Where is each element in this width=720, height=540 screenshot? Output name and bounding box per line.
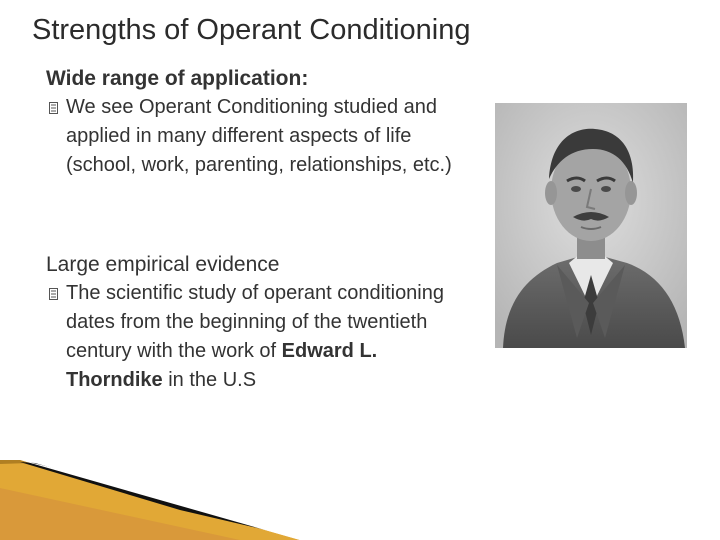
bullet-text-start: The scientific study of operant conditioning dates from the beginning of the twentieth century with the work of bbox=[66, 282, 444, 362]
square-bullet-icon bbox=[49, 288, 58, 300]
decorative-swoosh bbox=[0, 440, 360, 540]
bullet-item bbox=[46, 279, 476, 395]
square-bullet-icon bbox=[49, 102, 58, 114]
bullet-text: We see Operant Conditioning studied and applied in many different aspects of life (school, work, parenting, relationships, etc.) bbox=[66, 96, 452, 176]
slide-title: Strengths of Operant Conditioning bbox=[32, 14, 471, 46]
section-heading: Large empirical evidence bbox=[46, 253, 280, 276]
bullet-text-end: in the U.S bbox=[162, 369, 257, 391]
person-name: Edward L. Thorndike bbox=[66, 340, 378, 391]
section-empirical-evidence bbox=[46, 250, 476, 395]
bullet-item bbox=[46, 93, 476, 180]
section-wide-range bbox=[46, 64, 476, 180]
portrait-photo bbox=[495, 103, 687, 348]
section-heading: Wide range of application: bbox=[46, 67, 309, 90]
